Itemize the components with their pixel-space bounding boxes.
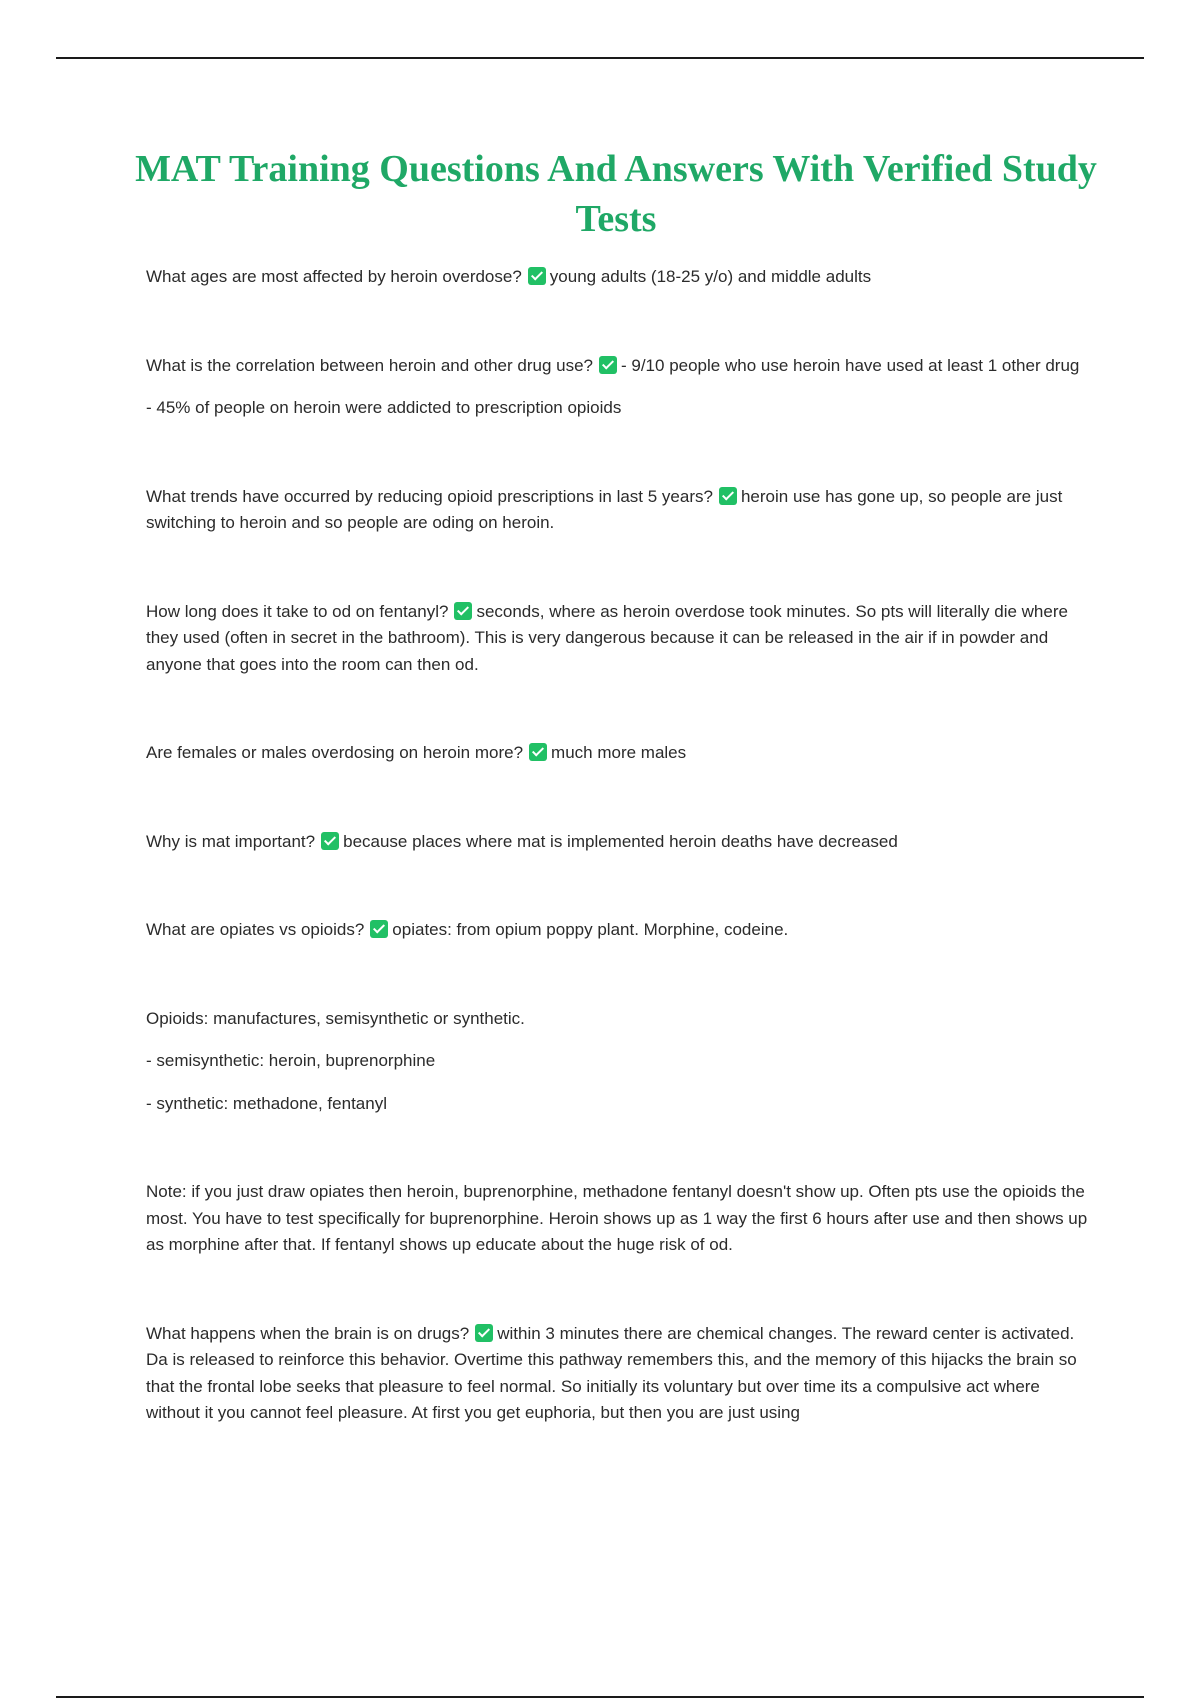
- check-mark-icon: [370, 920, 388, 938]
- answer-continuation: - synthetic: methadone, fentanyl: [146, 1093, 387, 1113]
- qa-item: [146, 264, 1096, 291]
- check-mark-icon: [529, 743, 547, 761]
- qa-item: [146, 917, 1096, 944]
- question-text: What ages are most affected by heroin overdose?: [146, 267, 522, 286]
- check-mark-icon: [599, 356, 617, 374]
- question-text: What happens when the brain is on drugs?: [146, 1323, 470, 1343]
- answer-text: - 9/10 people who use heroin have used at least 1 other drug: [621, 355, 1080, 375]
- question-text: Why is mat important?: [146, 831, 316, 851]
- answer-text: heroin use has gone up, so people are just switching to heroin and so people are oding on heroin.: [146, 486, 1063, 532]
- qa-item: [146, 1321, 1096, 1427]
- question-text: What trends have occurred by reducing opioid prescriptions in last 5 years?: [146, 486, 713, 506]
- check-mark-icon: [719, 487, 737, 505]
- bottom-rule: [56, 1696, 1144, 1698]
- answer-text: seconds, where as heroin overdose took minutes. So pts will literally die where they used (often in secret in the bathroom). This is very dangerous because it can be released in the air if in powder and anyone that goes into the room can then od.: [146, 601, 1068, 674]
- question-text: What is the correlation between heroin and other drug use?: [146, 355, 593, 375]
- document-title: MAT Training Questions And Answers With Verified Study Tests: [135, 148, 1097, 240]
- question-text: How long does it take to od on fentanyl?: [146, 601, 449, 621]
- question-text: Are females or males overdosing on heroin more?: [146, 743, 524, 762]
- qa-item: [146, 599, 1096, 679]
- top-rule: [56, 57, 1144, 59]
- qa-item: [146, 484, 1096, 537]
- document-body: [146, 264, 1096, 1427]
- answer-continuation: - 45% of people on heroin were addicted to prescription opioids: [146, 398, 622, 417]
- question-text: What are opiates vs opioids?: [146, 920, 365, 939]
- check-mark-icon: [321, 832, 339, 850]
- answer-text: much more males: [551, 743, 687, 762]
- check-mark-icon: [528, 267, 546, 285]
- answer-continuation: Opioids: manufactures, semisynthetic or synthetic.: [146, 1008, 525, 1028]
- answer-text: within 3 minutes there are chemical changes. The reward center is activated. Da is released to reinforce this behavior. Overtime this pathway remembers this, and the memory of this hijacks the brain so that the frontal lobe seeks that pleasure to feel normal. So initially its voluntary but over time its a compulsive act where without it you cannot feel pleasure. At first you get euphoria, but then you are just using: [146, 1323, 1077, 1422]
- answer-text: because places where mat is implemented heroin deaths have decreased: [343, 831, 898, 851]
- qa-item: [146, 740, 1096, 767]
- check-mark-icon: [475, 1324, 493, 1342]
- answer-text: opiates: from opium poppy plant. Morphine, codeine.: [392, 920, 789, 939]
- qa-item: [146, 353, 1096, 380]
- qa-item: [146, 829, 1096, 856]
- answer-continuation: - semisynthetic: heroin, buprenorphine: [146, 1051, 436, 1070]
- check-mark-icon: [454, 602, 472, 620]
- note-paragraph: Note: if you just draw opiates then heroin, buprenorphine, methadone fentanyl doesn't show up. Often pts use the opioids the most. You have to test specifically for buprenorphine. Heroin shows up as 1 way the first 6 hours after use and then shows up as morphine after that. If fentanyl shows up educate about the huge risk of od.: [146, 1182, 1088, 1254]
- answer-text: young adults (18-25 y/o) and middle adults: [549, 267, 872, 286]
